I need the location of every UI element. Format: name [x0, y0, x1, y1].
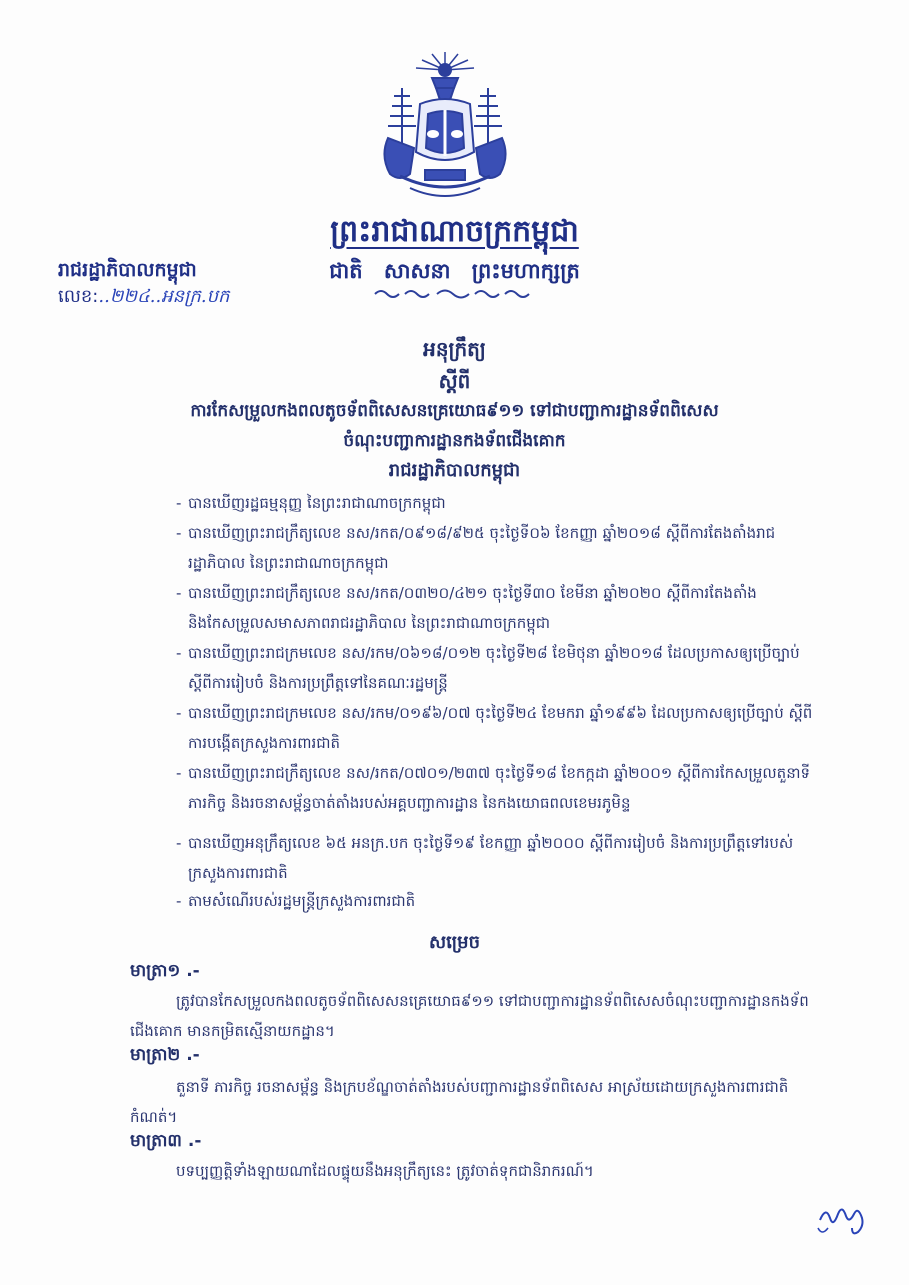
- subject-line-2: ចំណុះបញ្ជាការដ្ឋានកងទ័ពជើងគោក: [343, 431, 566, 451]
- kingdom-heading: ព្រះរាជាណាចក្រកម្ពុជា: [330, 214, 579, 249]
- recital-item: [176, 698, 828, 758]
- authority-line: រាជរដ្ឋាភិបាលកម្ពុជា: [388, 460, 521, 481]
- recital-text: បានឃើញព្រះរាជក្រឹត្យលេខ នស/រកត/០៧០១/២៣៧ ចុះថ្ងៃទី១៨ ខែកក្កដា ឆ្នាំ២០០១ ស្តីពីការកែសម្រួលតួនាទី ភារកិច្ច និងរចនាសម្ព័ន្ធចាត់តាំងរបស់អគ្គបញ្ជាការដ្ឋាន នៃកងយោធពលខេមរភូមិន្ទ: [188, 764, 811, 812]
- recital-dash: -: [176, 704, 182, 722]
- decorative-divider-icon: [365, 286, 545, 302]
- subject-prefix: ស្តីពី: [438, 369, 471, 393]
- recital-item: [176, 518, 828, 578]
- article-1-heading: មាត្រា១ .-: [130, 961, 200, 981]
- handwritten-initials-icon: [812, 1190, 872, 1240]
- recital-dash: -: [176, 892, 182, 910]
- subject-line-1: ការកែសម្រួលកងពលតូចទ័ពពិសេសនគ្រេយោធ៩១១ ទៅជាបញ្ជាការដ្ឋានទ័ពពិសេស: [190, 401, 719, 421]
- recital-item: [176, 488, 828, 518]
- article-3-body: បទប្បញ្ញត្តិទាំងឡាយណាដែលផ្ទុយនឹងអនុក្រឹត្យនេះ ត្រូវចាត់ទុកជានិរាករណ៍។: [176, 1162, 594, 1180]
- recital-dash: -: [176, 834, 182, 852]
- recital-text: តាមសំណើរបស់រដ្ឋមន្ត្រីក្រសួងការពារជាតិ: [188, 892, 416, 910]
- recital-text: បានឃើញព្រះរាជក្រឹត្យលេខ នស/រកត/០៣២០/៤២១ ចុះថ្ងៃទី៣០ ខែមីនា ឆ្នាំ២០២០ ស្តីពីការតែងតាំង និងកែសម្រួលសមាសភាពរាជរដ្ឋាភិបាល នៃព្រះរាជាណាចក្រកម្ពុជា: [188, 584, 757, 632]
- national-motto: ជាតិ សាសនា ព្រះមហាក្សត្រ: [329, 259, 580, 283]
- recital-text: បានឃើញព្រះរាជក្រមលេខ នស/រកម/០៦១៨/០១២ ចុះថ្ងៃទី២៨ ខែមិថុនា ឆ្នាំ២០១៨ ដែលប្រកាសឲ្យប្រើច្បាប់ ស្តីពីការរៀបចំ និងការប្រព្រឹត្តទៅនៃគណៈរដ្ឋមន្ត្រី: [188, 644, 800, 692]
- article-2-body: តួនាទី ភារកិច្ច រចនាសម្ព័ន្ធ និងក្របខ័ណ្ឌចាត់តាំងរបស់បញ្ជាការដ្ឋានទ័ពពិសេស អាស្រ័យដោយក្រសួងការពារជាតិកំណត់។: [130, 1078, 789, 1126]
- recital-text: បានឃើញរដ្ឋធម្មនុញ្ញ នៃព្រះរាជាណាចក្រកម្ពុជា: [188, 494, 446, 512]
- recital-text: បានឃើញព្រះរាជក្រមលេខ នស/រកម/០១៩៦/០៧ ចុះថ្ងៃទី២៤ ខែមករា ឆ្នាំ១៩៩៦ ដែលប្រកាសឲ្យប្រើច្បាប់ ស្តីពីការបង្កើតក្រសួងការពារជាតិ: [188, 704, 813, 752]
- recital-dash: -: [176, 644, 182, 662]
- recital-dash: -: [176, 764, 182, 782]
- article-1-body: ត្រូវបានកែសម្រួលកងពលតូចទ័ពពិសេសនគ្រេយោធ៩១១ ទៅជាបញ្ជាការដ្ឋានទ័ពពិសេសចំណុះបញ្ជាការដ្ឋានកងទ័ពជើងគោក មានកម្រិតស្មើនាយកដ្ឋាន។: [130, 992, 809, 1040]
- recital-item: [176, 638, 828, 698]
- recital-item: [176, 758, 828, 818]
- recital-text: បានឃើញព្រះរាជក្រឹត្យលេខ នស/រកត/០៩១៨/៩២៥ ចុះថ្ងៃទី០៦ ខែកញ្ញា ឆ្នាំ២០១៨ ស្តីពីការតែងតាំងរាជរដ្ឋាភិបាល នៃព្រះរាជាណាចក្រកម្ពុជា: [188, 524, 776, 572]
- recital-dash: -: [176, 494, 182, 512]
- recital-item: [176, 578, 828, 638]
- reference-value: ..២២៤..អនក្រ.បក: [98, 286, 230, 307]
- reference-label: លេខ:: [58, 286, 99, 307]
- issuing-government: រាជរដ្ឋាភិបាលកម្ពុជា: [58, 259, 197, 281]
- recital-dash: -: [176, 584, 182, 602]
- recital-item: [176, 828, 828, 888]
- article-2-heading: មាត្រា២ .-: [130, 1045, 200, 1065]
- recital-item: [176, 886, 828, 916]
- document-type-title: អនុក្រឹត្យ: [423, 337, 486, 361]
- article-3-heading: មាត្រា៣ .-: [130, 1131, 202, 1151]
- reference-number: [58, 284, 229, 311]
- recital-dash: -: [176, 524, 182, 542]
- decision-heading: សម្រេច: [428, 932, 481, 953]
- royal-coat-of-arms-icon: [370, 48, 520, 208]
- recital-text: បានឃើញអនុក្រឹត្យលេខ ៦៥ អនក្រ.បក ចុះថ្ងៃទី១៩ ខែកញ្ញា ឆ្នាំ២០០០ ស្តីពីការរៀបចំ និងការប្រព្រឹត្តទៅរបស់ក្រសួងការពារជាតិ: [188, 834, 794, 882]
